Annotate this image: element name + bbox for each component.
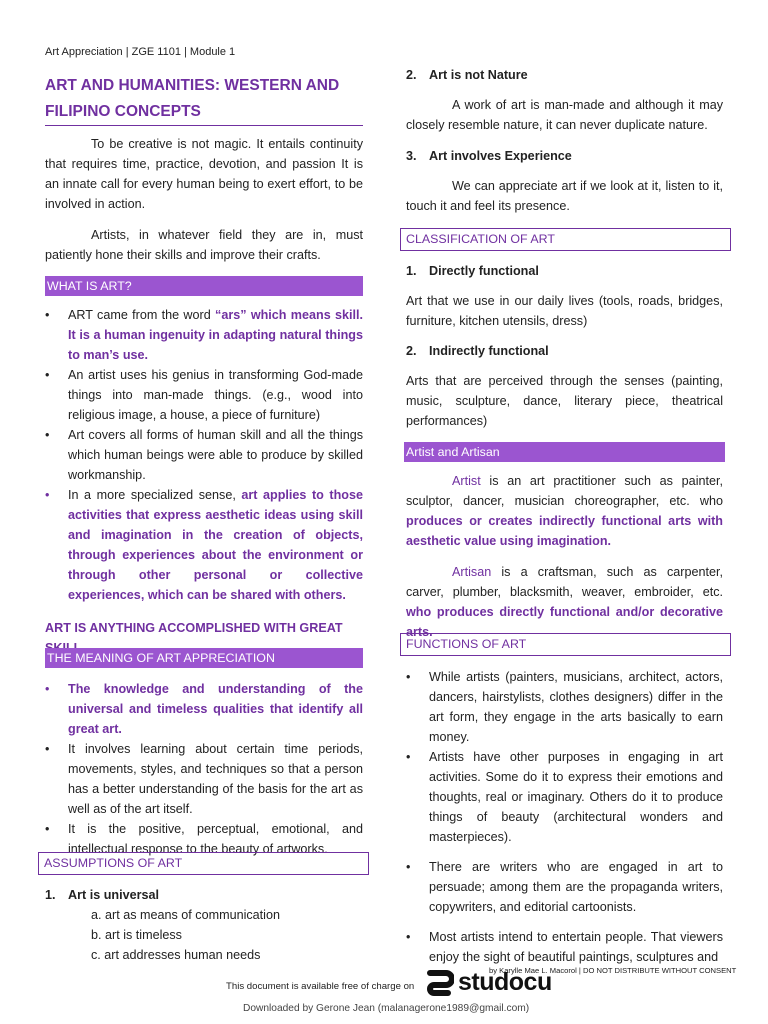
artisan-paragraph: Artisan is a craftsman, such as carpenter, carver, plumber, blacksmith, weaver, embroider, etc. who produces directly functional and/or decorative arts.	[406, 565, 723, 639]
bullet-icon: •	[45, 822, 50, 836]
section-heading-what-is-art: WHAT IS ART?	[45, 276, 363, 296]
assumption-3-text: We can appreciate art if we look at it, listen to it, touch it and feel its presence.	[406, 179, 723, 213]
assumption-3: 3. Art involves Experience	[406, 149, 572, 163]
bullet-icon: •	[45, 682, 50, 696]
list-item: • It involves learning about certain time periods, movements, styles, and techniques so that a person has a better understanding of the basis for the art as well as of the art itself.	[45, 739, 363, 819]
title-rule	[45, 125, 363, 126]
intro-paragraph-1: To be creative is not magic. It entails continuity that requires time, practice, devotion, and passion It is an innate call for every human being to exert effort, to be involved in action.	[45, 137, 363, 211]
assumption-1-c: c. art addresses human needs	[91, 948, 261, 962]
artist-paragraph: Artist is an art practitioner such as painter, sculptor, dancer, musician choreographer, etc. who produces or creates indirectly functional arts with aesthetic value using imagination.	[406, 474, 723, 548]
list-item: • Art covers all forms of human skill and all the things which human beings were able to produce by skilled workmanship.	[45, 425, 363, 485]
assumption-2-text: A work of art is man-made and although it may closely resemble nature, it can never duplicate nature.	[406, 98, 723, 132]
section-heading-meaning: THE MEANING OF ART APPRECIATION	[45, 648, 363, 668]
classification-1: 1. Directly functional	[406, 264, 539, 278]
classification-2-text: Arts that are perceived through the senses (painting, music, sculpture, dance, literary piece, theatrical performances)	[406, 374, 723, 428]
running-header: Art Appreciation | ZGE 1101 | Module 1	[45, 46, 236, 58]
art-definition-statement: ART IS ANYTHING ACCOMPLISHED WITH GREAT	[45, 621, 343, 635]
functions-list	[406, 667, 723, 967]
section-heading-artist-artisan: Artist and Artisan	[404, 442, 725, 462]
assumption-1: 1. Art is universal	[45, 888, 159, 902]
download-notice: Downloaded by Gerone Jean (malanagerone1989@gmail.com)	[243, 1003, 530, 1014]
consent-notice: by Karylle Mae L. Macorol | DO NOT DISTRIBUTE WITHOUT CONSENT	[489, 966, 737, 975]
bullet-icon: •	[406, 670, 411, 684]
bullet-icon: •	[406, 860, 411, 874]
title-line-2: FILIPINO CONCEPTS	[45, 103, 201, 120]
assumption-2: 2. Art is not Nature	[406, 68, 528, 82]
studocu-logo[interactable]	[424, 967, 554, 1001]
list-item: • Artists have other purposes in engaging in art activities. Some do it to express their emotions and thoughts, real or imaginary. Others do it to produce things of beauty (architectural wonders and masterpieces).	[406, 747, 723, 847]
classification-2: 2. Indirectly functional	[406, 344, 549, 358]
list-item: • An artist uses his genius in transforming God-made things into man-made things. (e.g., wood into religious image, a house, a piece of furniture)	[45, 365, 363, 425]
bullet-icon: •	[45, 368, 50, 382]
bullet-icon: •	[45, 488, 50, 502]
list-item: • The knowledge and understanding of the universal and timeless qualities that identify all great art.	[45, 679, 363, 739]
section-heading-functions: FUNCTIONS OF ART	[400, 633, 731, 656]
bullet-icon: •	[45, 742, 50, 756]
list-item: • Most artists intend to entertain people. That viewers enjoy the sight of beautiful paintings, sculptures and	[406, 927, 723, 967]
page-title	[45, 73, 365, 125]
bullet-icon: •	[406, 750, 411, 764]
list-item: • In a more specialized sense, art applies to those activities that express aesthetic ideas using skill and imagination in the creation of objects, through experiences about the environment or through other personal or collective experiences, which can be shared with others.	[45, 485, 363, 605]
list-item: • ART came from the word “ars” which means skill. It is a human ingenuity in adapting natural things to man’s use.	[45, 305, 363, 365]
title-line-1: ART AND HUMANITIES: WESTERN AND	[45, 77, 340, 94]
availability-notice: This document is available free of charge on	[226, 981, 415, 992]
list-item: • While artists (painters, musicians, architect, actors, dancers, hairstylists, clothes designers) differ in the art form, they engage in the arts basically to earn money.	[406, 667, 723, 747]
assumption-1-a: a. art as means of communication	[91, 908, 280, 922]
bullet-icon: •	[406, 930, 411, 944]
section-heading-classification: CLASSIFICATION OF ART	[400, 228, 731, 251]
bullet-icon: •	[45, 428, 50, 442]
list-item: • It is the positive, perceptual, emotional, and intellectual response to the beauty of artworks.	[45, 819, 363, 859]
intro-paragraph-2: Artists, in whatever field they are in, must patiently hone their skills and improve their crafts.	[45, 228, 363, 262]
assumption-1-b: b. art is timeless	[91, 928, 182, 942]
classification-1-text: Art that we use in our daily lives (tools, roads, bridges, furniture, kitchen utensils, dress)	[406, 294, 723, 328]
studocu-wordmark: studocu	[458, 968, 552, 996]
section-heading-assumptions: ASSUMPTIONS OF ART	[38, 852, 369, 875]
what-is-art-list	[45, 305, 363, 605]
bullet-icon: •	[45, 308, 50, 322]
meaning-list	[45, 679, 363, 859]
list-item: • There are writers who are engaged in art to persuade; among them are the propaganda writers, copywriters, and editorial cartoonists.	[406, 857, 723, 917]
studocu-logo-icon	[424, 969, 454, 999]
